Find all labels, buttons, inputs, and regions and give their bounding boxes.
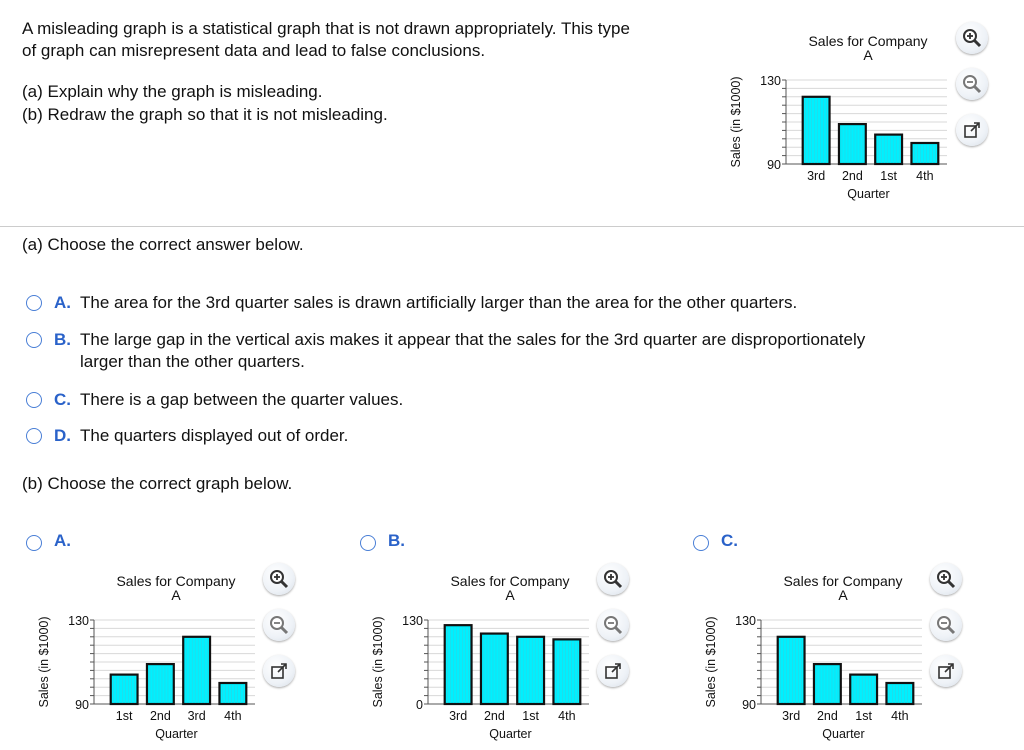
graph-b-popout-button[interactable]	[597, 655, 629, 687]
bar-1st	[875, 135, 902, 164]
graph-choice-b[interactable]	[360, 531, 405, 551]
bar-4th	[886, 683, 913, 704]
zoom-out-button[interactable]	[956, 68, 988, 100]
option-b-key: B.	[54, 330, 71, 349]
graph-c-zoom-tools	[930, 563, 962, 687]
option-c-key: C.	[54, 390, 71, 409]
graph-c-zoom-in-button[interactable]	[930, 563, 962, 595]
bar-rect	[886, 683, 913, 704]
popout-icon	[604, 662, 622, 680]
x-tick-label: 4th	[891, 709, 909, 723]
y-tick-label-bottom: 90	[75, 698, 89, 712]
bar-1st	[850, 675, 877, 704]
bar-3rd	[183, 637, 210, 704]
main-zoom-tools	[956, 22, 988, 146]
zoom-in-icon	[269, 569, 289, 589]
bar-rect	[517, 637, 544, 704]
bar-4th	[553, 639, 580, 704]
chart-title-line2: A	[838, 587, 848, 603]
x-tick-label: 2nd	[841, 169, 863, 183]
main-chart	[722, 26, 952, 216]
zoom-out-icon	[962, 74, 982, 94]
option-d-key: D.	[54, 426, 71, 445]
graph-a-popout-button[interactable]	[263, 655, 295, 687]
x-axis-label: Quarter	[489, 727, 532, 741]
popout-icon	[963, 121, 981, 139]
bar-rect	[219, 683, 246, 704]
y-tick-label-top: 130	[760, 74, 781, 88]
graph-c-popout-button[interactable]	[930, 655, 962, 687]
question-a-prompt: (a) Choose the correct answer below.	[22, 235, 304, 254]
bar-rect	[111, 675, 138, 704]
graph-choice-a[interactable]	[26, 531, 71, 551]
graph-b-zoom-out-button[interactable]	[597, 609, 629, 641]
option-b-text-line1: The large gap in the vertical axis makes it appear that the sales for the 3rd quarter are disproportionately	[80, 330, 866, 349]
chart-title: Sales for Company	[808, 33, 928, 49]
option-c-text: There is a gap between the quarter values.	[80, 390, 404, 409]
option-b-radio[interactable]	[26, 332, 42, 348]
chart-title: Sales for Company	[116, 573, 236, 589]
graph-choice-b-radio[interactable]	[360, 535, 376, 551]
x-tick-label: 3rd	[449, 709, 468, 723]
x-tick-label: 1st	[522, 709, 539, 723]
bar-2nd	[147, 664, 174, 704]
question-b-prompt: (b) Choose the correct graph below.	[22, 474, 293, 493]
section-divider	[0, 226, 1024, 227]
intro-line-1: A misleading graph is a statistical graph that is not drawn appropriately. This type	[22, 19, 630, 38]
bar-rect	[778, 637, 805, 704]
option-d-text: The quarters displayed out of order.	[80, 426, 349, 445]
zoom-in-button[interactable]	[956, 22, 988, 54]
x-tick-label: 3rd	[782, 709, 801, 723]
problem-parts	[22, 80, 388, 126]
bar-4th	[219, 683, 246, 704]
bar-rect	[850, 675, 877, 704]
chart-title-line2: A	[171, 587, 181, 603]
graph-c-zoom-out-button[interactable]	[930, 609, 962, 641]
bar-rect	[911, 143, 938, 164]
graph-c-chart	[697, 566, 927, 750]
bar-rect	[147, 664, 174, 704]
popout-icon	[937, 662, 955, 680]
x-tick-label: 2nd	[149, 709, 171, 723]
graph-a-zoom-in-button[interactable]	[263, 563, 295, 595]
bar-rect	[553, 639, 580, 704]
chart-title: Sales for Company	[450, 573, 570, 589]
graph-a-chart	[30, 566, 260, 750]
option-b-text-line2: larger than the other quarters.	[80, 352, 305, 371]
y-axis-label: Sales (in $1000)	[704, 616, 718, 708]
x-tick-label: 1st	[855, 709, 872, 723]
x-tick-label: 3rd	[187, 709, 206, 723]
graph-choice-a-radio[interactable]	[26, 535, 42, 551]
bar-3rd	[445, 625, 472, 704]
y-axis-label: Sales (in $1000)	[37, 616, 51, 708]
x-tick-label: 2nd	[483, 709, 505, 723]
popout-button[interactable]	[956, 114, 988, 146]
x-axis-label: Quarter	[847, 187, 890, 201]
x-tick-label: 4th	[558, 709, 576, 723]
option-b[interactable]	[26, 329, 986, 373]
zoom-in-icon	[603, 569, 623, 589]
bar-2nd	[814, 664, 841, 704]
y-tick-label-bottom: 0	[416, 698, 423, 712]
zoom-out-icon	[269, 615, 289, 635]
option-a-radio[interactable]	[26, 295, 42, 311]
y-axis-label: Sales (in $1000)	[729, 76, 743, 168]
x-tick-label: 2nd	[816, 709, 838, 723]
graph-choice-b-key: B.	[388, 531, 405, 550]
option-c[interactable]	[26, 389, 986, 411]
x-tick-label: 4th	[224, 709, 242, 723]
graph-choice-c[interactable]	[693, 531, 738, 551]
bar-2nd	[839, 124, 866, 164]
bar-2nd	[481, 634, 508, 704]
part-a-text: (a) Explain why the graph is misleading.	[22, 82, 323, 101]
graph-choice-c-radio[interactable]	[693, 535, 709, 551]
zoom-in-icon	[962, 28, 982, 48]
y-axis-label: Sales (in $1000)	[371, 616, 385, 708]
y-tick-label-top: 130	[402, 614, 423, 628]
x-tick-label: 3rd	[807, 169, 826, 183]
option-a[interactable]	[26, 292, 986, 314]
option-a-key: A.	[54, 293, 71, 312]
chart-title-line2: A	[505, 587, 515, 603]
part-b-text: (b) Redraw the graph so that it is not misleading.	[22, 105, 388, 124]
bar-rect	[803, 97, 830, 164]
option-d[interactable]	[26, 425, 986, 447]
bar-rect	[814, 664, 841, 704]
popout-icon	[270, 662, 288, 680]
x-tick-label: 1st	[115, 709, 133, 723]
bar-3rd	[778, 637, 805, 704]
graph-b-panel	[364, 566, 594, 750]
bar-rect	[183, 637, 210, 704]
option-d-radio[interactable]	[26, 428, 42, 444]
y-tick-label-bottom: 90	[767, 158, 781, 172]
y-tick-label-bottom: 90	[742, 698, 756, 712]
zoom-in-icon	[936, 569, 956, 589]
bar-rect	[481, 634, 508, 704]
option-a-text: The area for the 3rd quarter sales is drawn artificially larger than the area for the other quarters.	[80, 293, 798, 312]
x-axis-label: Quarter	[155, 727, 198, 741]
graph-a-zoom-tools	[263, 563, 295, 687]
chart-title-line2: A	[863, 47, 873, 63]
graph-b-zoom-in-button[interactable]	[597, 563, 629, 595]
x-axis-label: Quarter	[822, 727, 865, 741]
bar-1st	[111, 675, 138, 704]
graph-choice-c-key: C.	[721, 531, 738, 550]
y-tick-label-top: 130	[735, 614, 756, 628]
graph-b-chart	[364, 566, 594, 750]
graph-a-zoom-out-button[interactable]	[263, 609, 295, 641]
graph-b-zoom-tools	[597, 563, 629, 687]
chart-title: Sales for Company	[783, 573, 903, 589]
zoom-out-icon	[603, 615, 623, 635]
x-tick-label: 1st	[880, 169, 897, 183]
problem-statement	[22, 18, 722, 62]
x-tick-label: 4th	[916, 169, 934, 183]
bar-3rd	[803, 97, 830, 164]
bar-rect	[445, 625, 472, 704]
intro-line-2: of graph can misrepresent data and lead to false conclusions.	[22, 41, 486, 60]
bar-rect	[839, 124, 866, 164]
graph-c-panel	[697, 566, 927, 750]
graph-a-panel	[30, 566, 260, 750]
bar-rect	[875, 135, 902, 164]
bar-4th	[911, 143, 938, 164]
zoom-out-icon	[936, 615, 956, 635]
bar-1st	[517, 637, 544, 704]
graph-choice-a-key: A.	[54, 531, 71, 550]
y-tick-label-top: 130	[68, 614, 89, 628]
option-c-radio[interactable]	[26, 392, 42, 408]
main-chart-panel	[722, 26, 952, 216]
